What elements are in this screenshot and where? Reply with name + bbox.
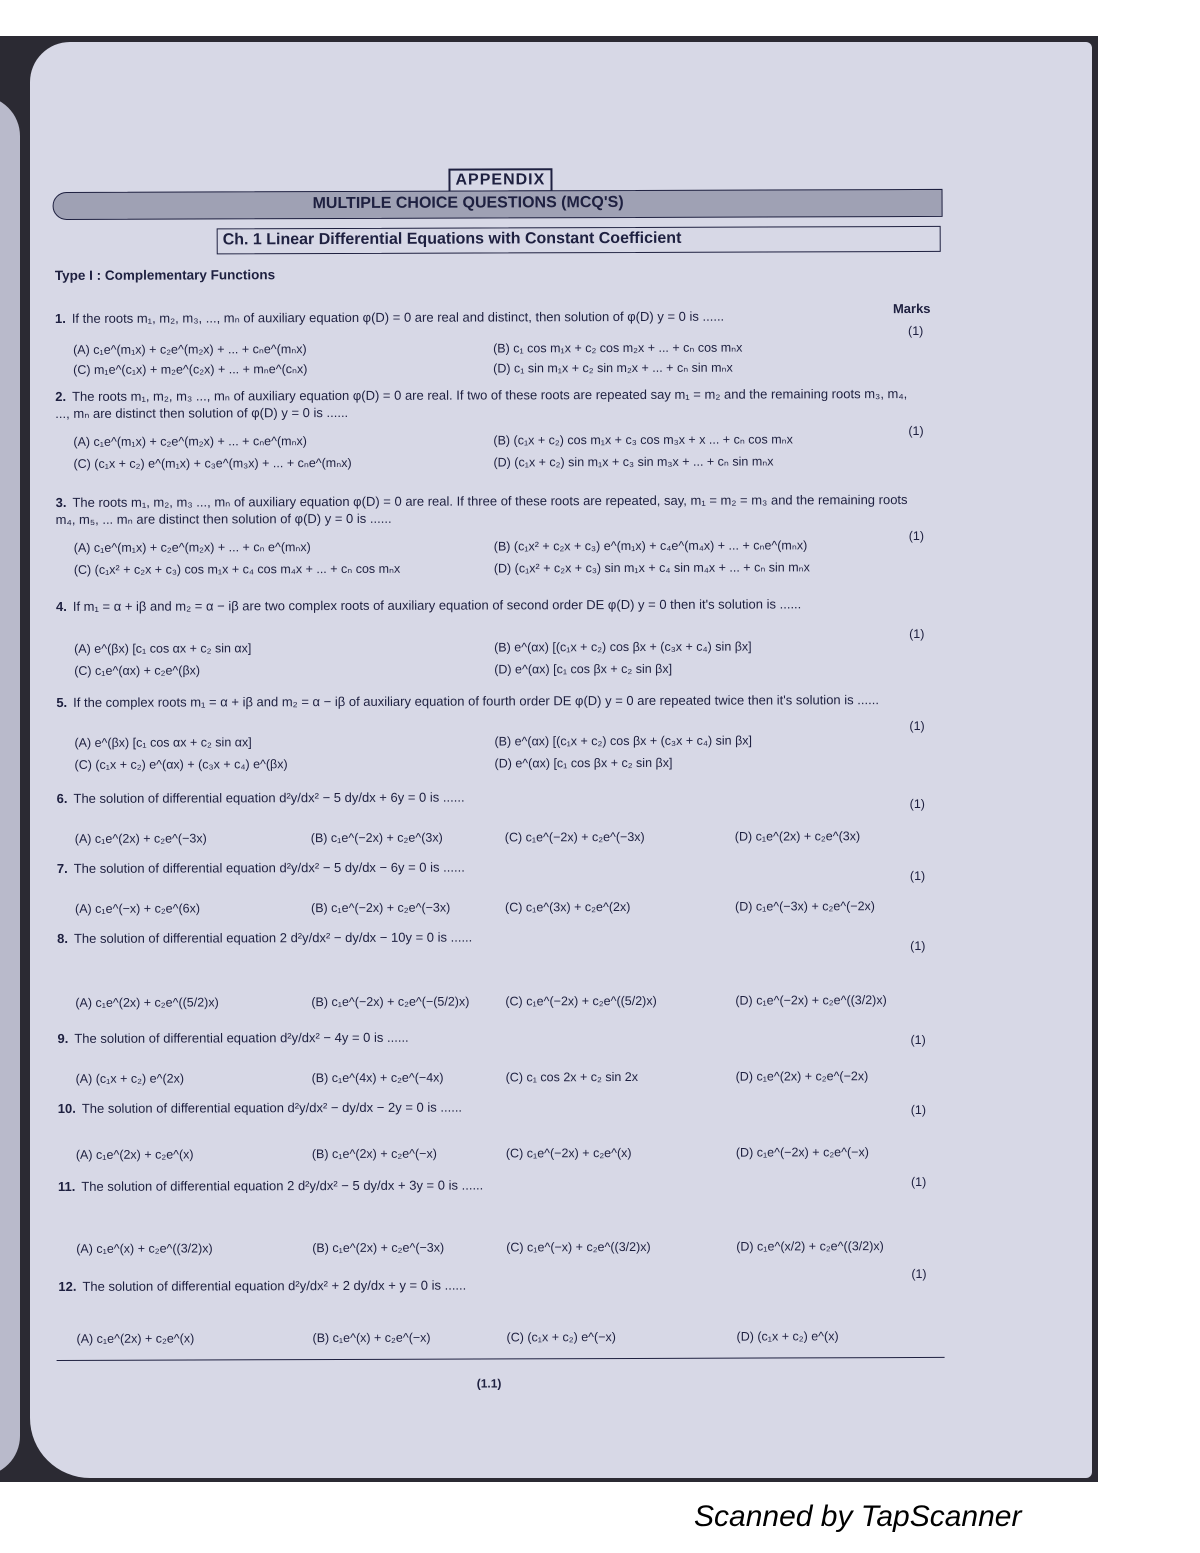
question-number: 7. bbox=[56, 860, 68, 876]
question-text: The solution of differential equation d²y/dx² − 5 dy/dx − 6y = 0 is ...... bbox=[73, 859, 465, 876]
option-b: (B) c₁e^(−2x) + c₂e^(3x) bbox=[310, 830, 443, 846]
option-c: (C) c₁e^(3x) + c₂e^(2x) bbox=[504, 899, 631, 915]
question-3 bbox=[56, 491, 916, 528]
question-number: 3. bbox=[55, 494, 67, 510]
option-a: (A) c₁e^(−x) + c₂e^(6x) bbox=[75, 901, 201, 916]
question-text: The solution of differential equation 2 d²y/dx² − dy/dx − 10y = 0 is ...... bbox=[73, 929, 473, 946]
option-b: (B) c₁ cos m₁x + c₂ cos m₂x + ... + cₙ cos mₙx bbox=[493, 340, 743, 356]
question-number: 8. bbox=[57, 930, 68, 946]
option-a: (A) c₁e^(m₁x) + c₂e^(m₂x) + ... + cₙ e^(mₙx) bbox=[73, 540, 311, 555]
option-a: (A) c₁e^(m₁x) + c₂e^(m₂x) + ... + cₙe^(mₙx) bbox=[73, 342, 307, 357]
question-text: If the roots m₁, m₂, m₃, ..., mₙ of auxiliary equation φ(D) = 0 are real and distinct, then solution of φ(D) y = 0 is ...... bbox=[71, 308, 725, 326]
option-c: (C) (c₁x² + c₂x + c₃) cos m₁x + c₄ cos m₄x + ... + cₙ cos mₙx bbox=[73, 561, 401, 577]
question-text: The solution of differential equation 2 d²y/dx² − 5 dy/dx + 3y = 0 is ...... bbox=[81, 1177, 484, 1194]
question-text: The solution of differential equation d²y/dx² − 5 dy/dx + 6y = 0 is ...... bbox=[73, 789, 465, 806]
question-marks: (1) bbox=[909, 868, 926, 884]
question-6 bbox=[57, 787, 917, 807]
option-b: (B) c₁e^(4x) + c₂e^(−4x) bbox=[311, 1070, 444, 1086]
option-d: (D) (c₁x + c₂) sin m₁x + c₃ sin m₃x + ... + cₙ sin mₙx bbox=[493, 454, 774, 470]
book-page bbox=[30, 42, 1092, 1478]
marks-label: Marks bbox=[892, 300, 931, 317]
question-marks: (1) bbox=[910, 1102, 927, 1118]
question-text: If m₁ = α + iβ and m₂ = α − iβ are two complex roots of auxiliary equation of second order DE φ(D) y = 0 then it's solution is ...... bbox=[72, 596, 802, 614]
question-marks: (1) bbox=[907, 323, 924, 339]
option-c: (C) c₁e^(−2x) + c₂e^(−3x) bbox=[504, 829, 645, 845]
question-text: The roots m₁, m₂, m₃ ..., mₙ of auxiliary equation φ(D) = 0 are real. If two of these roots are repeated say m₁ = m₂ and the remaining roots m₃, m₄, ..., mₙ are distinct then solution of φ(D) y = 0 is ...... bbox=[55, 386, 908, 421]
mcq-heading: MULTIPLE CHOICE QUESTIONS (MCQ'S) bbox=[312, 194, 624, 213]
option-a: (A) c₁e^(2x) + c₂e^((5/2)x) bbox=[75, 995, 219, 1010]
option-d: (D) e^(αx) [c₁ cos βx + c₂ sin βx] bbox=[494, 755, 673, 771]
option-d: (D) c₁ sin m₁x + c₂ sin m₂x + ... + cₙ sin mₙx bbox=[493, 360, 733, 376]
question-number: 10. bbox=[57, 1100, 76, 1116]
type-heading: Type I : Complementary Functions bbox=[54, 267, 276, 283]
option-d: (D) c₁e^(2x) + c₂e^(3x) bbox=[734, 829, 861, 844]
option-b: (B) (c₁x² + c₂x + c₃) e^(m₁x) + c₄e^(m₄x) + ... + cₙe^(mₙx) bbox=[493, 538, 808, 554]
question-number: 11. bbox=[57, 1178, 76, 1194]
page-content bbox=[52, 42, 957, 1478]
question-5 bbox=[56, 691, 916, 711]
option-c: (C) (c₁x + c₂) e^(αx) + (c₃x + c₄) e^(βx) bbox=[74, 757, 288, 772]
option-c: (C) c₁e^(−x) + c₂e^((3/2)x) bbox=[506, 1239, 651, 1255]
question-12 bbox=[58, 1275, 918, 1295]
option-c: (C) c₁e^(−2x) + c₂e^((5/2)x) bbox=[505, 993, 657, 1009]
option-b: (B) c₁e^(−2x) + c₂e^(−3x) bbox=[311, 900, 451, 916]
question-10 bbox=[58, 1097, 918, 1117]
option-b: (B) c₁e^(x) + c₂e^(−x) bbox=[312, 1330, 431, 1346]
page-number: (1.1) bbox=[476, 1376, 502, 1391]
option-a: (A) e^(βx) [c₁ cos αx + c₂ sin αx] bbox=[74, 641, 252, 656]
question-text: The roots m₁, m₂, m₃ ..., mₙ of auxiliary equation φ(D) = 0 are real. If three of these roots are repeated, say, m₁ = m₂ = m₃ and the remaining roots m₄, m₅, ... mₙ are distinct then solution of φ(D) y = 0 is ...... bbox=[55, 492, 908, 527]
option-d: (D) c₁e^(−2x) + c₂e^((3/2)x) bbox=[735, 993, 887, 1008]
question-text: The solution of differential equation d²y/dx² − dy/dx − 2y = 0 is ...... bbox=[81, 1099, 463, 1116]
option-d: (D) c₁e^(x/2) + c₂e^((3/2)x) bbox=[736, 1239, 884, 1254]
question-number: 5. bbox=[56, 694, 68, 710]
option-a: (A) c₁e^(2x) + c₂e^(−3x) bbox=[74, 831, 207, 846]
option-a: (A) c₁e^(2x) + c₂e^(x) bbox=[75, 1147, 194, 1162]
question-number: 6. bbox=[56, 790, 68, 806]
option-c: (C) c₁ cos 2x + c₂ sin 2x bbox=[505, 1069, 639, 1085]
question-2 bbox=[55, 385, 915, 422]
option-c: (C) (c₁x + c₂) e^(−x) bbox=[506, 1330, 616, 1345]
appendix-title: APPENDIX bbox=[448, 168, 552, 192]
option-d: (D) c₁e^(−3x) + c₂e^(−2x) bbox=[734, 899, 875, 914]
question-text: The solution of differential equation d²y/dx² − 4y = 0 is ...... bbox=[74, 1029, 409, 1046]
option-a: (A) c₁e^(2x) + c₂e^(x) bbox=[76, 1331, 195, 1346]
option-d: (D) (c₁x + c₂) e^(x) bbox=[736, 1329, 839, 1344]
question-marks: (1) bbox=[910, 1174, 927, 1190]
bottom-rule bbox=[57, 1357, 945, 1361]
option-b: (B) (c₁x + c₂) cos m₁x + c₃ cos m₃x + x ... + cₙ cos mₙx bbox=[493, 432, 793, 448]
option-b: (B) c₁e^(2x) + c₂e^(−3x) bbox=[312, 1240, 445, 1256]
question-number: 9. bbox=[57, 1030, 69, 1046]
option-b: (B) e^(αx) [(c₁x + c₂) cos βx + (c₃x + c₄) sin βx] bbox=[494, 639, 752, 655]
question-marks: (1) bbox=[908, 423, 924, 439]
question-number: 4. bbox=[55, 598, 67, 614]
question-number: 2. bbox=[55, 388, 67, 404]
question-marks: (1) bbox=[909, 718, 925, 734]
option-d: (D) (c₁x² + c₂x + c₃) sin m₁x + c₄ sin m₄x + ... + cₙ sin mₙx bbox=[493, 560, 810, 576]
option-c: (C) c₁e^(αx) + c₂e^(βx) bbox=[74, 663, 201, 678]
question-4 bbox=[56, 595, 916, 615]
option-a: (A) (c₁x + c₂) e^(2x) bbox=[75, 1071, 184, 1086]
question-11 bbox=[58, 1175, 918, 1195]
question-marks: (1) bbox=[911, 1266, 927, 1282]
question-marks: (1) bbox=[909, 626, 925, 642]
option-d: (D) c₁e^(2x) + c₂e^(−2x) bbox=[735, 1069, 869, 1084]
question-marks: (1) bbox=[910, 938, 926, 954]
option-b: (B) c₁e^(2x) + c₂e^(−x) bbox=[311, 1146, 437, 1162]
left-page-edge bbox=[0, 96, 20, 1476]
question-marks: (1) bbox=[908, 528, 925, 544]
question-9 bbox=[57, 1027, 917, 1047]
option-c: (C) (c₁x + c₂) e^(m₁x) + c₃e^(m₃x) + ... + cₙe^(mₙx) bbox=[73, 455, 352, 471]
question-number: 12. bbox=[58, 1278, 77, 1294]
option-a: (A) e^(βx) [c₁ cos αx + c₂ sin αx] bbox=[74, 735, 252, 750]
option-b: (B) e^(αx) [(c₁x + c₂) cos βx + (c₃x + c₄) sin βx] bbox=[494, 733, 752, 749]
option-a: (A) c₁e^(x) + c₂e^((3/2)x) bbox=[76, 1241, 213, 1256]
question-text: If the complex roots m₁ = α + iβ and m₂ = α − iβ of auxiliary equation of fourth order DE φ(D) y = 0 are repeated twice then it's solution is ...... bbox=[73, 692, 879, 710]
question-number: 1. bbox=[54, 310, 66, 326]
option-d: (D) e^(αx) [c₁ cos βx + c₂ sin βx] bbox=[494, 661, 673, 677]
chapter-heading: Ch. 1 Linear Differential Equations with Constant Coefficient bbox=[222, 229, 682, 249]
option-b: (B) c₁e^(−2x) + c₂e^(−(5/2)x) bbox=[311, 994, 470, 1010]
scanned-photo bbox=[0, 36, 1098, 1482]
scanner-watermark: Scanned by TapScanner bbox=[694, 1500, 1022, 1533]
question-text: The solution of differential equation d²y/dx² + 2 dy/dx + y = 0 is ...... bbox=[82, 1277, 467, 1294]
option-a: (A) c₁e^(m₁x) + c₂e^(m₂x) + ... + cₙe^(mₙx) bbox=[73, 434, 307, 449]
question-marks: (1) bbox=[910, 1032, 926, 1048]
question-8 bbox=[57, 927, 917, 947]
question-7 bbox=[57, 857, 917, 877]
option-c: (C) m₁e^(c₁x) + m₂e^(c₂x) + ... + mₙe^(cₙx) bbox=[73, 362, 308, 377]
question-1 bbox=[55, 307, 915, 327]
option-d: (D) c₁e^(−2x) + c₂e^(−x) bbox=[735, 1145, 869, 1160]
question-marks: (1) bbox=[909, 796, 925, 812]
option-c: (C) c₁e^(−2x) + c₂e^(x) bbox=[505, 1145, 632, 1161]
